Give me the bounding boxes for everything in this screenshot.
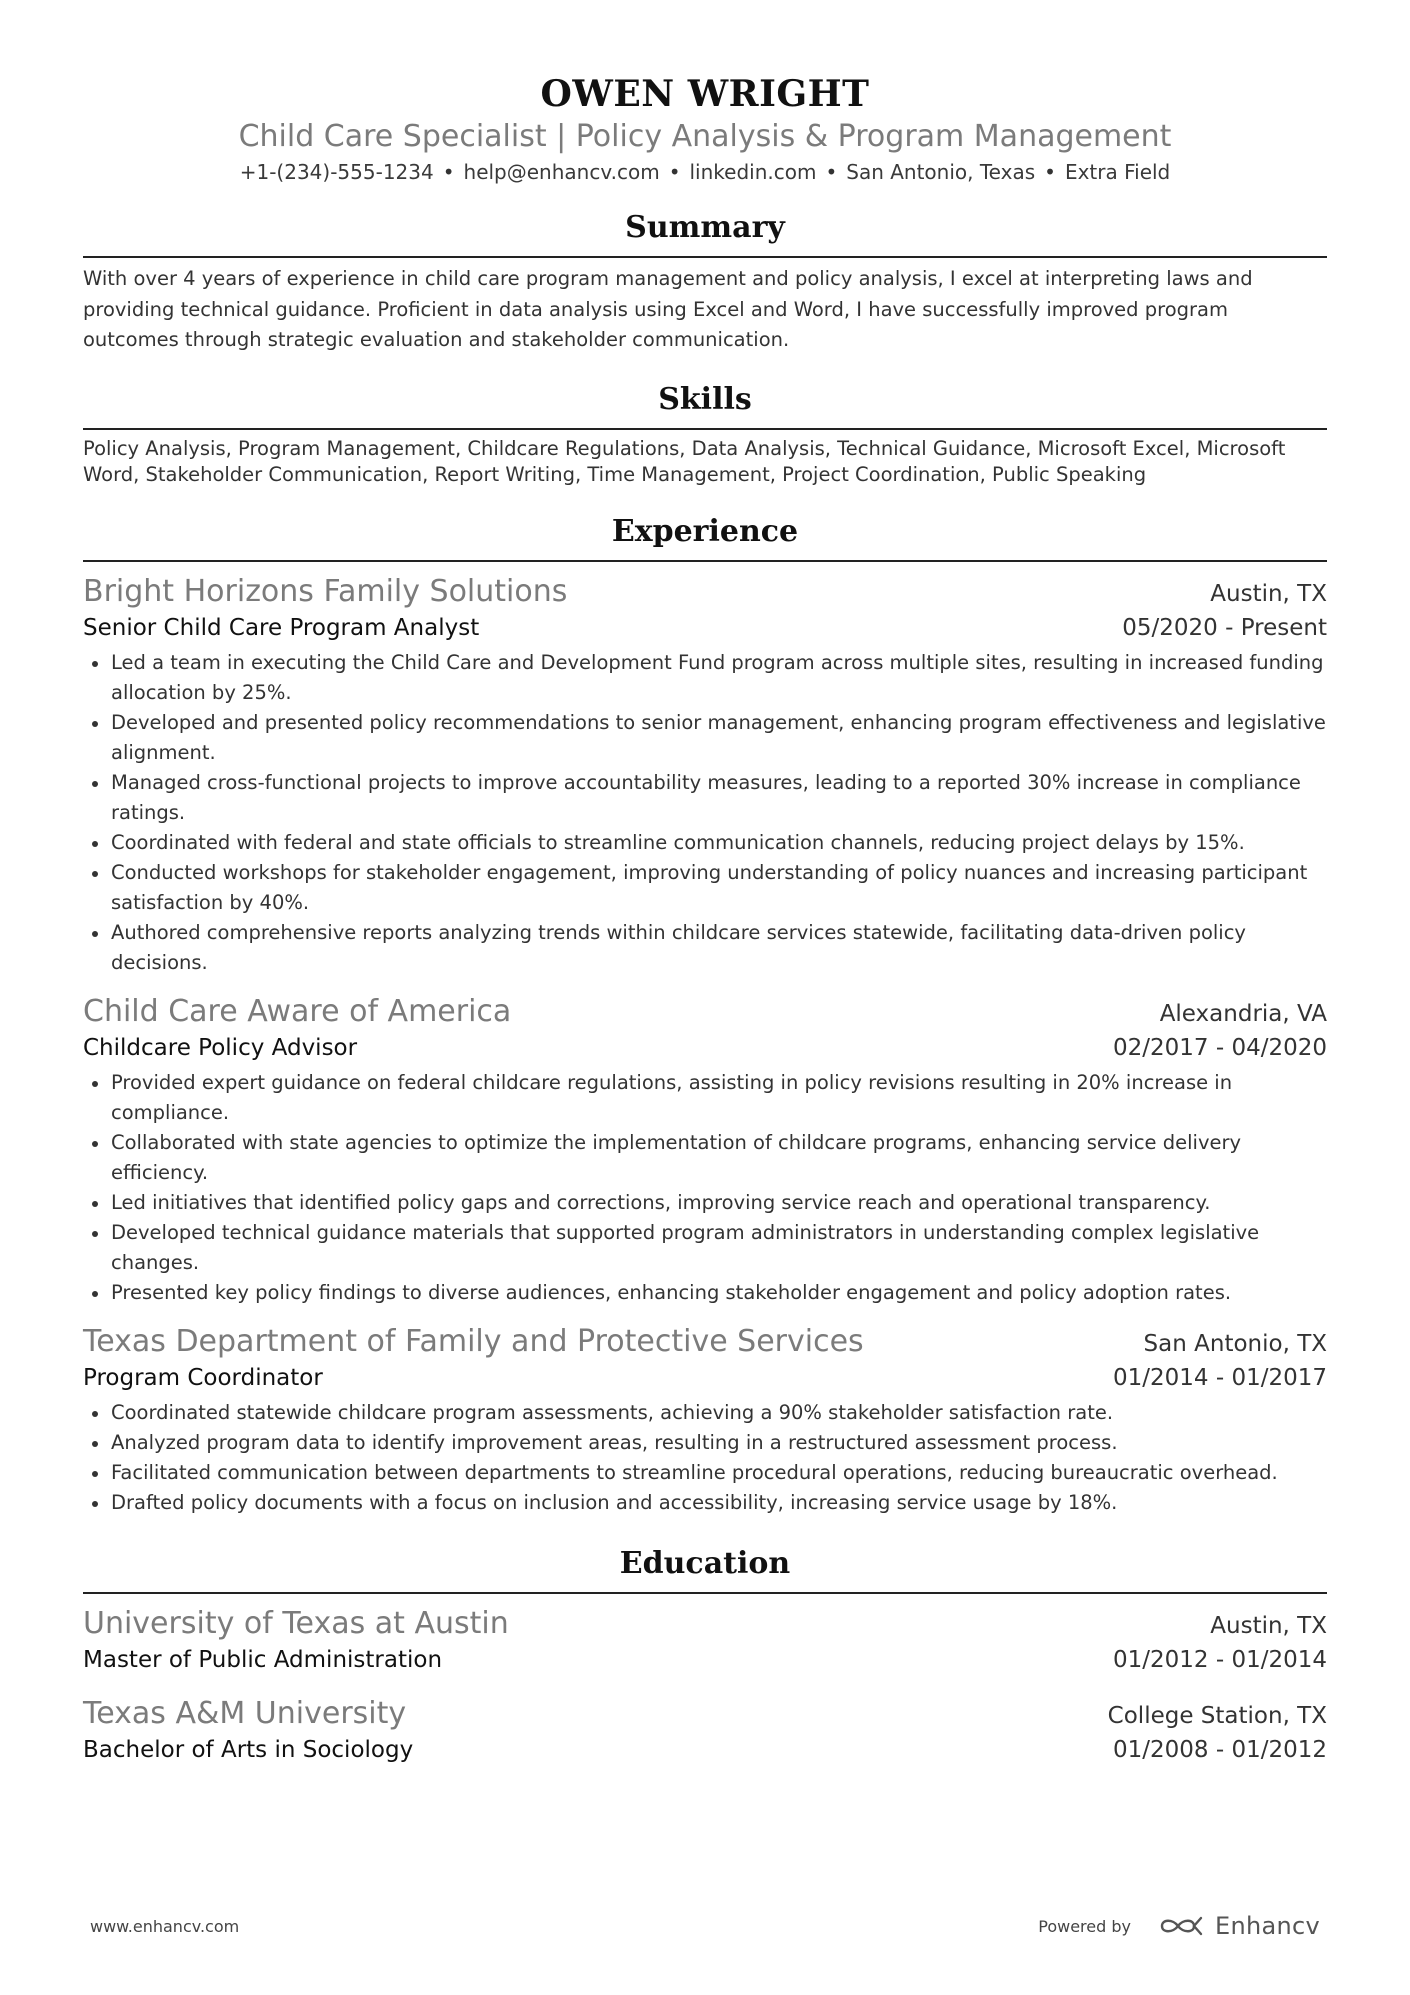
skills-text: Policy Analysis, Program Management, Childcare Regulations, Data Analysis, Technical Guidance, Microsoft Excel, Microsoft Word, Stakeholder Communication, Report Writing, Time Management, Project Coordination, Public Speaking bbox=[83, 436, 1286, 486]
section-divider bbox=[83, 256, 1327, 258]
bullet-item: Presented key policy findings to diverse audiences, enhancing stakeholder engagement and policy adoption rates. bbox=[83, 1278, 1327, 1308]
bullet-item: Collaborated with state agencies to optimize the implementation of childcare programs, enhancing service delivery efficiency. bbox=[83, 1128, 1327, 1188]
education-dates: 01/2012 - 01/2014 bbox=[1112, 1646, 1327, 1673]
bullet-item: Developed technical guidance materials that supported program administrators in understanding complex legislative changes. bbox=[83, 1218, 1327, 1278]
bullet-item: Led initiatives that identified policy gaps and corrections, improving service reach and operational transparency. bbox=[83, 1188, 1327, 1218]
bullet-item: Led a team in executing the Child Care and Development Fund program across multiple sites, resulting in increased funding allocation by 25%. bbox=[83, 648, 1327, 708]
footer-website-link[interactable]: www.enhancv.com bbox=[90, 1916, 240, 1936]
job-location: San Antonio, TX bbox=[1143, 1330, 1327, 1357]
job-bullets bbox=[83, 648, 1327, 978]
job-bullets bbox=[83, 1398, 1327, 1518]
bullet-separator: • bbox=[825, 160, 838, 184]
bullet-separator: • bbox=[1044, 160, 1056, 184]
job-dates: 05/2020 - Present bbox=[1122, 614, 1327, 641]
school-location: Austin, TX bbox=[1210, 1612, 1327, 1639]
enhancv-logo-icon bbox=[1159, 1914, 1205, 1938]
bullet-item: Provided expert guidance on federal childcare regulations, assisting in policy revisions resulting in 20% increase in compliance. bbox=[83, 1068, 1327, 1128]
summary-section bbox=[83, 208, 1327, 356]
contact-linkedin[interactable]: linkedin.com bbox=[689, 160, 817, 184]
section-divider bbox=[83, 1592, 1327, 1594]
degree-name: Bachelor of Arts in Sociology bbox=[83, 1736, 414, 1763]
section-divider bbox=[83, 428, 1327, 430]
education-dates: 01/2008 - 01/2012 bbox=[1112, 1736, 1327, 1763]
section-heading-education: Education bbox=[619, 1545, 791, 1581]
page-footer bbox=[90, 1912, 1320, 1940]
job-title: Program Coordinator bbox=[83, 1364, 323, 1391]
bullet-item: Conducted workshops for stakeholder engagement, improving understanding of policy nuances and increasing participant satisfaction by 40%. bbox=[83, 858, 1327, 918]
school-name: Texas A&M University bbox=[83, 1695, 407, 1731]
brand-name: Enhancv bbox=[1214, 1912, 1320, 1940]
job-title: Senior Child Care Program Analyst bbox=[83, 614, 480, 641]
skills-section bbox=[83, 380, 1327, 488]
bullet-item: Managed cross-functional projects to improve accountability measures, leading to a reported 30% increase in compliance ratings. bbox=[83, 768, 1327, 828]
section-heading-summary: Summary bbox=[625, 210, 785, 245]
experience-entry bbox=[83, 992, 1327, 1308]
summary-text: With over 4 years of experience in child care program management and policy analysis, I excel at interpreting laws and providing technical guidance. Proficient in data analysis using Excel and Word, I have successfully improved program outcomes through strategic evaluation and stakeholder communication. bbox=[83, 267, 1253, 351]
candidate-title: Child Care Specialist | Policy Analysis & Program Management bbox=[238, 119, 1172, 154]
company-name: Texas Department of Family and Protective Services bbox=[83, 1323, 864, 1359]
section-divider bbox=[83, 560, 1327, 562]
resume-header bbox=[83, 0, 1327, 186]
education-entry bbox=[83, 1604, 1327, 1676]
section-heading-skills: Skills bbox=[658, 381, 752, 417]
bullet-item: Facilitated communication between departments to streamline procedural operations, reducing bureaucratic overhead. bbox=[83, 1458, 1327, 1488]
company-name: Child Care Aware of America bbox=[83, 993, 512, 1029]
bullet-separator: • bbox=[442, 160, 455, 184]
job-dates: 02/2017 - 04/2020 bbox=[1112, 1034, 1327, 1061]
school-location: College Station, TX bbox=[1107, 1702, 1327, 1729]
experience-section bbox=[83, 512, 1327, 1518]
job-location: Austin, TX bbox=[1210, 580, 1327, 607]
job-location: Alexandria, VA bbox=[1159, 1000, 1327, 1027]
bullet-item: Coordinated statewide childcare program assessments, achieving a 90% stakeholder satisfaction rate. bbox=[83, 1398, 1327, 1428]
bullet-item: Analyzed program data to identify improvement areas, resulting in a restructured assessment process. bbox=[83, 1428, 1327, 1458]
job-dates: 01/2014 - 01/2017 bbox=[1112, 1364, 1327, 1391]
experience-entry bbox=[83, 572, 1327, 978]
bullet-item: Authored comprehensive reports analyzing trends within childcare services statewide, facilitating data-driven policy decisions. bbox=[83, 918, 1327, 978]
footer-branding bbox=[1038, 1912, 1320, 1940]
contact-email[interactable]: help@enhancv.com bbox=[463, 160, 660, 184]
job-bullets bbox=[83, 1068, 1327, 1308]
contact-extra-field: Extra Field bbox=[1064, 160, 1171, 184]
section-heading-experience: Experience bbox=[611, 513, 799, 549]
school-name: University of Texas at Austin bbox=[83, 1605, 509, 1641]
bullet-item: Developed and presented policy recommendations to senior management, enhancing program effectiveness and legislative alignment. bbox=[83, 708, 1327, 768]
bullet-item: Coordinated with federal and state officials to streamline communication channels, reducing project delays by 15%. bbox=[83, 828, 1327, 858]
bullet-separator: • bbox=[668, 160, 681, 184]
powered-by-label: Powered by bbox=[1038, 1916, 1131, 1936]
company-name: Bright Horizons Family Solutions bbox=[83, 573, 568, 609]
contact-phone: +1-(234)-555-1234 bbox=[239, 160, 434, 184]
enhancv-logo[interactable] bbox=[1159, 1912, 1320, 1940]
degree-name: Master of Public Administration bbox=[83, 1646, 443, 1673]
job-title: Childcare Policy Advisor bbox=[83, 1034, 358, 1061]
candidate-name: OWEN WRIGHT bbox=[540, 73, 870, 115]
education-section bbox=[83, 1544, 1327, 1766]
bullet-item: Drafted policy documents with a focus on inclusion and accessibility, increasing service usage by 18%. bbox=[83, 1488, 1327, 1518]
experience-entry bbox=[83, 1322, 1327, 1518]
contact-location: San Antonio, Texas bbox=[846, 160, 1036, 184]
education-entry bbox=[83, 1694, 1327, 1766]
contact-line bbox=[83, 158, 1327, 186]
